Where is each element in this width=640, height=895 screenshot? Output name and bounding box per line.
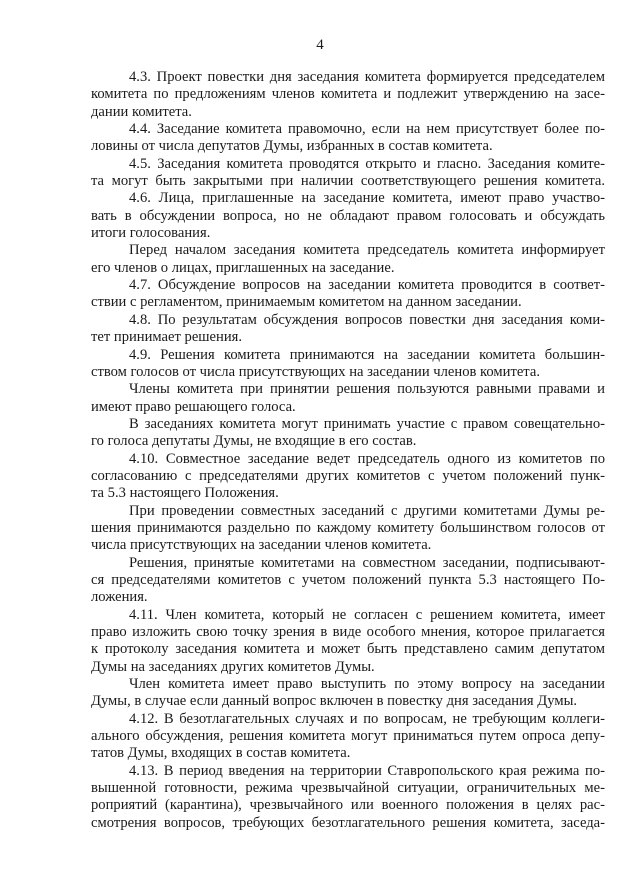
text-line: ся председателями комитетов с учетом положений пункта 5.3 настоящего По-	[91, 571, 605, 588]
text-line: 4.6. Лица, приглашенные на заседание комитета, имеют право участво-	[129, 190, 605, 207]
text-line: 4.9. Решения комитета принимаются на заседании комитета большин-	[129, 346, 605, 363]
text-line: 4.10. Совместное заседание ведет председатель одного из комитетов по	[129, 450, 605, 467]
text-line: 4.7. Обсуждение вопросов на заседании комитета проводится в соответ-	[129, 277, 605, 294]
text-line: право изложить свою точку зрения в виде особого мнения, которое прилагается	[91, 624, 605, 640]
text-line: Перед началом заседания комитета председатель комитета информирует	[129, 242, 605, 259]
text-line: ложения.	[91, 589, 148, 606]
text-line: роприятий (карантина), чрезвычайного или военного положения в целях рас-	[91, 797, 605, 814]
text-line: числа присутствующих на заседании членов комитета.	[91, 537, 432, 554]
text-line: Члены комитета при принятии решения пользуются равными правами и	[129, 381, 605, 398]
text-line: В заседаниях комитета могут принимать участие с правом совещательно-	[129, 415, 605, 432]
text-line: та 5.3 настоящего Положения.	[91, 485, 279, 502]
text-line: 4.11. Член комитета, который не согласен с решением комитета, имеет	[129, 606, 605, 623]
text-line: дании комитета.	[91, 103, 192, 120]
text-line: смотрения вопросов, требующих безотлагательного решения комитета, заседа-	[91, 814, 605, 831]
text-line: ством голосов от числа присутствующих на заседании членов комитета.	[91, 363, 540, 380]
page-number: 4	[316, 37, 324, 53]
text-line: Думы на заседаниях других комитетов Думы.	[91, 658, 375, 675]
text-line: согласованию с председателями других комитетов с учетом положений пунк-	[91, 467, 605, 484]
text-line: его членов о лицах, приглашенных на заседание.	[91, 259, 395, 276]
text-line: к протоколу заседания комитета и может быть представлено самим депутатом	[91, 641, 605, 658]
text-line: Решения, принятые комитетами на совместном заседании, подписывают-	[129, 554, 605, 571]
text-line: ального обсуждения, решения комитета могут приниматься путем опроса депу-	[91, 728, 605, 745]
text-line: та могут быть закрытыми при наличии соответствующего решения комитета.	[91, 173, 605, 190]
text-line: 4.8. По результатам обсуждения вопросов повестки дня заседания коми-	[129, 311, 605, 328]
text-line: 4.4. Заседание комитета правомочно, если на нем присутствует более по-	[129, 121, 605, 138]
text-line: 4.3. Проект повестки дня заседания комитета формируется председателем	[129, 69, 605, 85]
text-line: Член комитета имеет право выступить по этому вопросу на заседании	[129, 676, 605, 693]
text-line: ствии с регламентом, принимаемым комитетом на данном заседании.	[91, 294, 522, 311]
text-line: имеют право решающего голоса.	[91, 398, 296, 415]
text-line: татов Думы, входящих в состав комитета.	[91, 745, 351, 762]
text-line: 4.12. В безотлагательных случаях и по вопросам, не требующим коллеги-	[129, 710, 605, 727]
text-line: го голоса депутаты Думы, не входящие в его состав.	[91, 433, 417, 450]
text-line: итоги голосования.	[91, 225, 211, 242]
text-line: вать в обсуждении вопроса, но не обладают правом голосовать и обсуждать	[91, 207, 605, 224]
text-line: шения принимаются раздельно по каждому комитету большинством голосов от	[91, 519, 605, 536]
document-body	[91, 69, 605, 832]
text-line: комитета по предложениям членов комитета и подлежит утверждению на засе-	[91, 86, 605, 103]
text-line: ловины от числа депутатов Думы, избранных в состав комитета.	[91, 138, 493, 155]
text-line: Думы, в случае если данный вопрос включен в повестку дня заседания Думы.	[91, 693, 578, 710]
text-line: тет принимает решения.	[91, 329, 243, 346]
text-line: При проведении совместных заседаний с другими комитетами Думы ре-	[129, 502, 605, 519]
text-line: 4.5. Заседания комитета проводятся открыто и гласно. Заседания комите-	[129, 155, 605, 172]
text-line: 4.13. В период введения на территории Ставропольского края режима по-	[129, 762, 605, 779]
text-line: вышенной готовности, режима чрезвычайной ситуации, ограничительных ме-	[91, 780, 605, 797]
